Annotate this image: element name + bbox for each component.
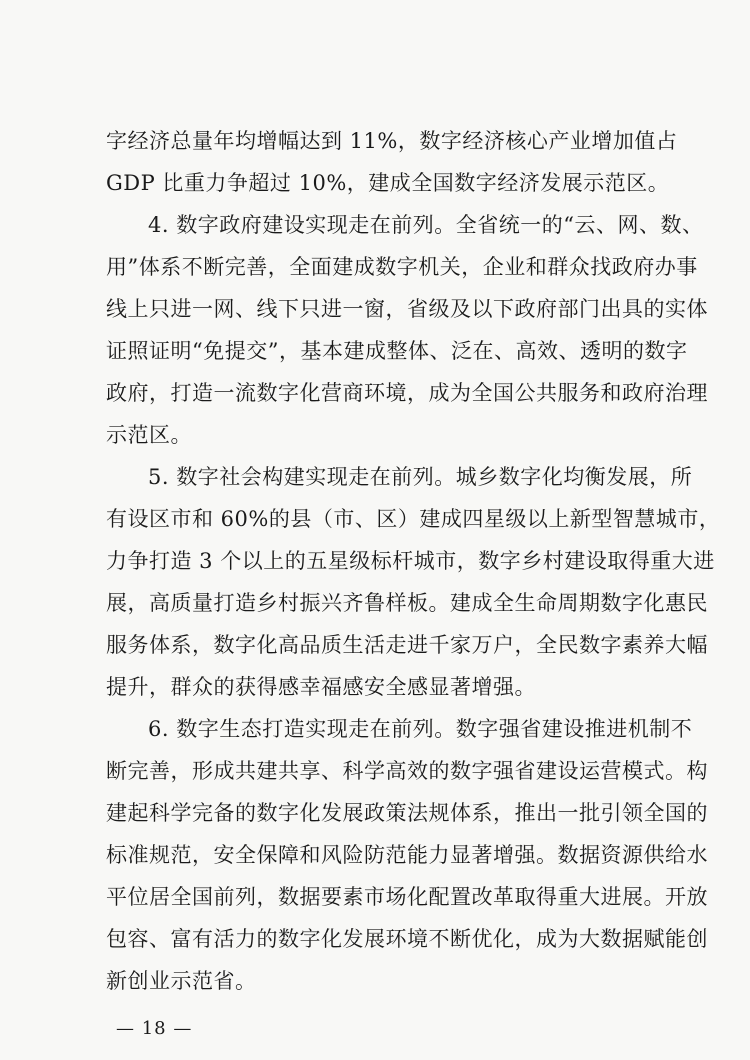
text-line-20: 包容、富有活力的数字化发展环境不断优化，成为大数据赋能创 [106,927,708,951]
text-line-8: 示范区。 [106,423,192,447]
section-5-heading-line: 5. 数字社会构建实现走在前列。城乡数字化均衡发展，所 [148,465,693,489]
text-line-6: 证照证明“免提交”，基本建成整体、泛在、高效、透明的数字 [106,339,688,363]
text-line-5: 线上只进一网、线下只进一窗，省级及以下政府部门出具的实体 [106,297,708,321]
text-line-7: 政府，打造一流数字化营商环境，成为全国公共服务和政府治理 [106,381,708,405]
text-line-13: 服务体系，数字化高品质生活走进千家万户，全民数字素养大幅 [106,633,708,657]
page-number: — 18 — [116,1018,193,1039]
text-line-17: 建起科学完备的数字化发展政策法规体系，推出一批引领全国的 [106,801,708,825]
text-line-12: 展，高质量打造乡村振兴齐鲁样板。建成全生命周期数字化惠民 [106,591,708,615]
section-6-heading-line: 6. 数字生态打造实现走在前列。数字强省建设推进机制不 [148,717,693,741]
section-4-heading-line: 4. 数字政府建设实现走在前列。全省统一的“云、网、数、 [148,213,704,237]
text-line-21: 新创业示范省。 [106,969,257,993]
text-line-11: 力争打造 3 个以上的五星级标杆城市，数字乡村建设取得重大进 [106,549,715,573]
text-line-10: 有设区市和 60%的县（市、区）建成四星级以上新型智慧城市， [106,507,721,531]
text-line-4: 用”体系不断完善，全面建成数字机关，企业和群众找政府办事 [106,255,698,279]
text-line-19: 平位居全国前列，数据要素市场化配置改革取得重大进展。开放 [106,885,708,909]
text-line-16: 断完善，形成共建共享、科学高效的数字强省建设运营模式。构 [106,759,708,783]
text-line-14: 提升，群众的获得感幸福感安全感显著增强。 [106,675,536,699]
text-line-1: 字经济总量年均增幅达到 11%，数字经济核心产业增加值占 [106,129,678,153]
text-line-18: 标准规范，安全保障和风险防范能力显著增强。数据资源供给水 [106,843,708,867]
text-line-2: GDP 比重力争超过 10%，建成全国数字经济发展示范区。 [106,171,670,195]
